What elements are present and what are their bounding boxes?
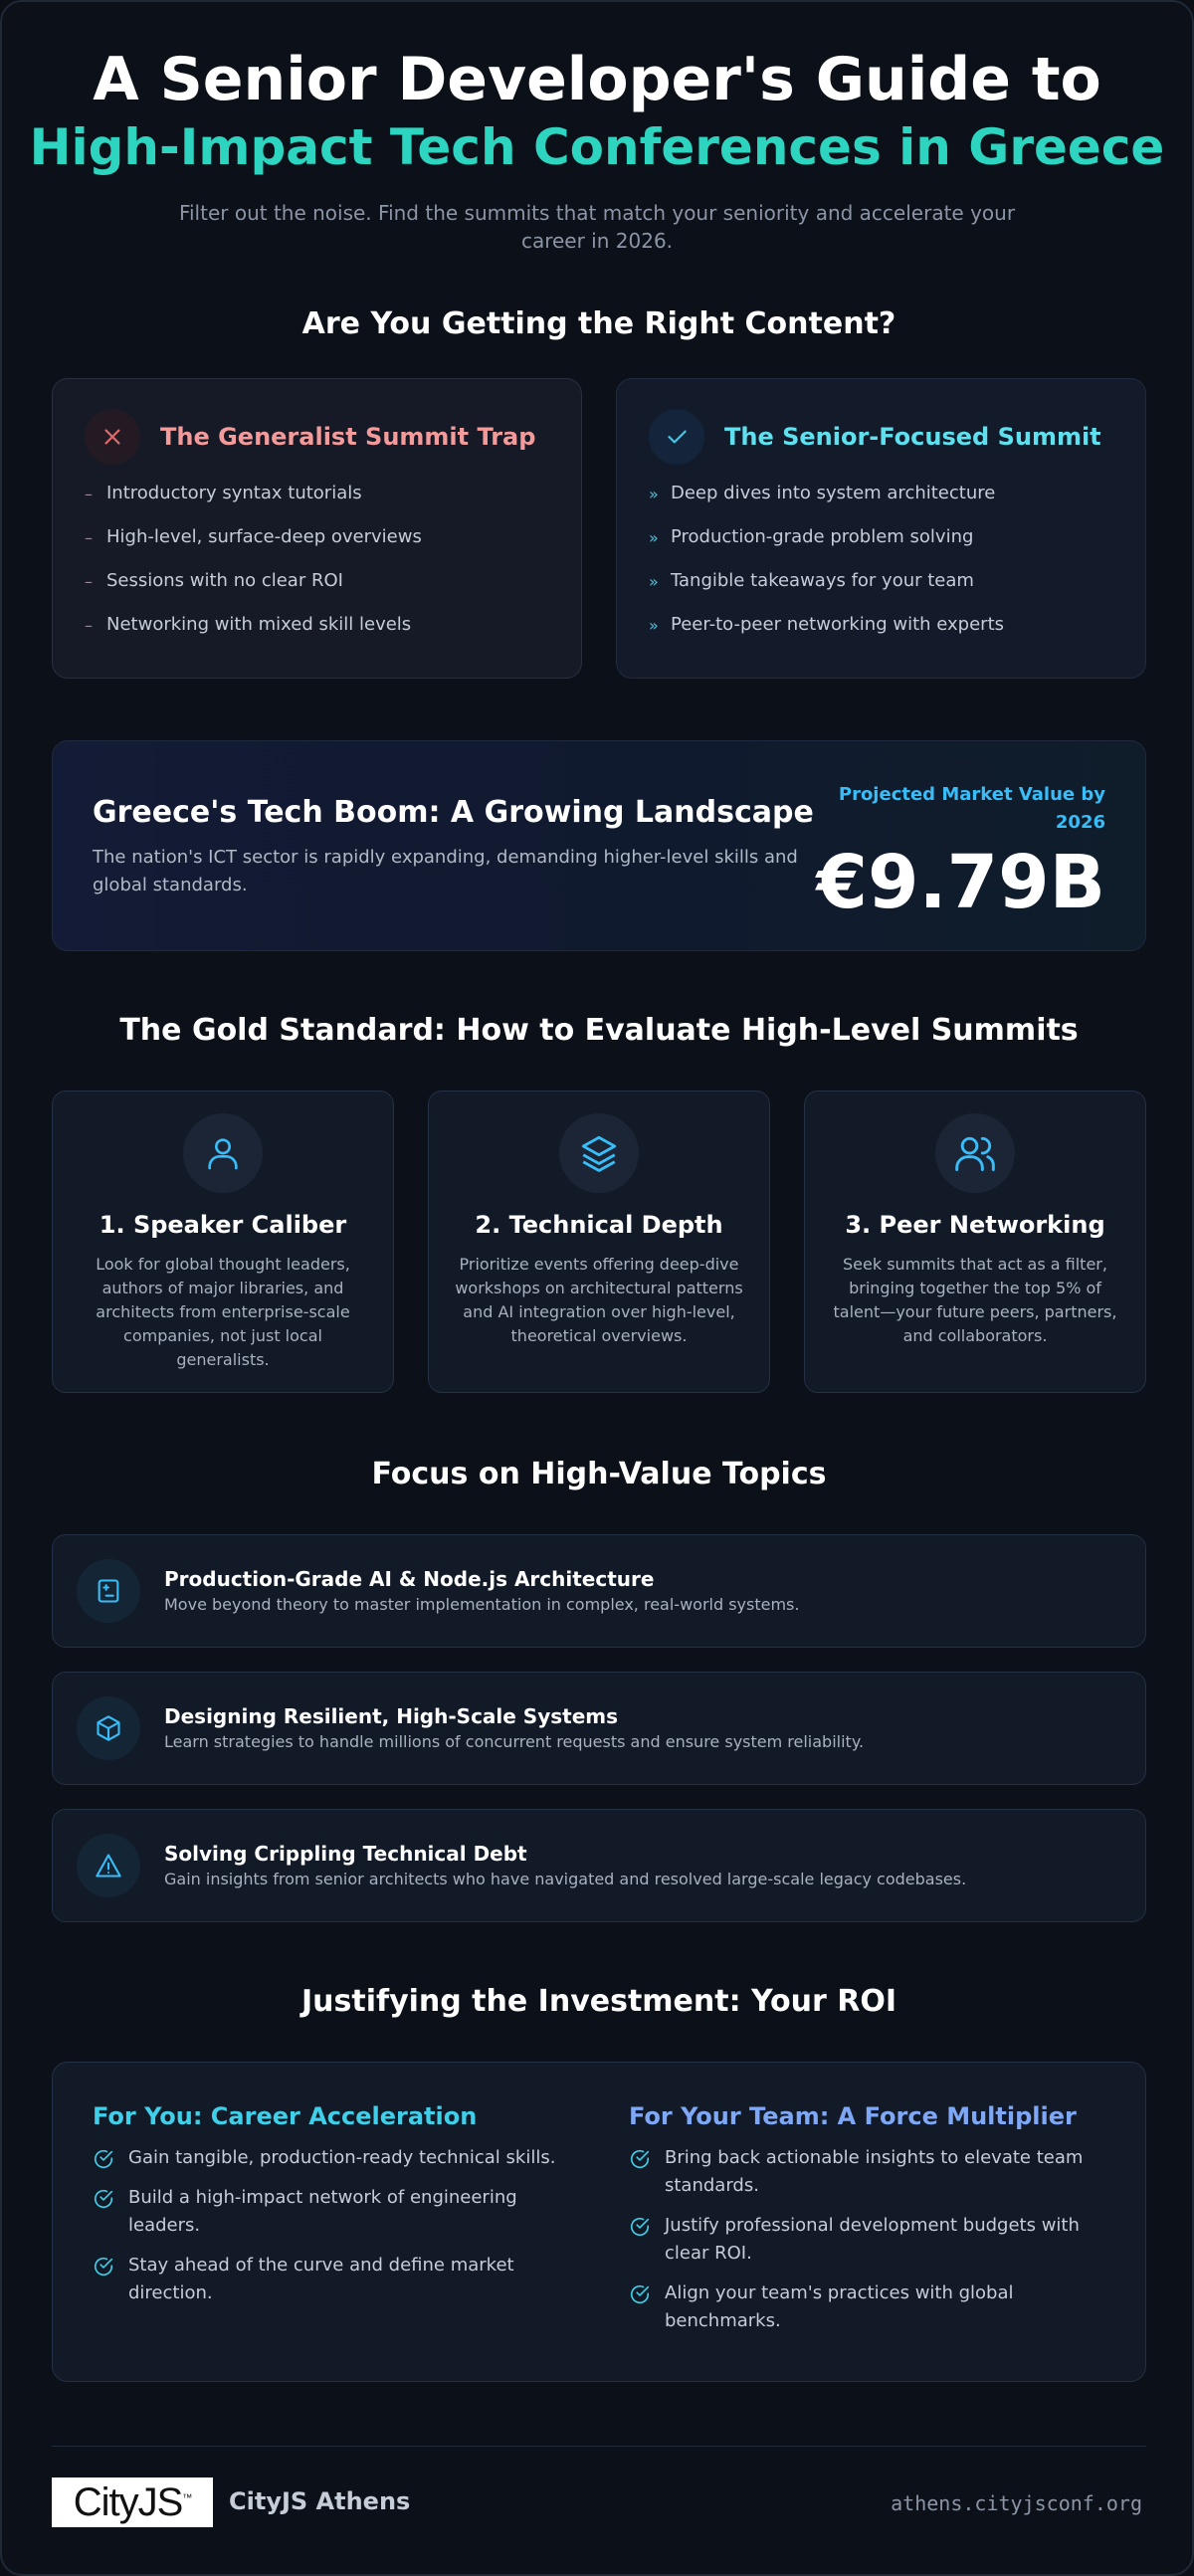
check-circle-icon	[93, 2256, 114, 2278]
criteria-text: Look for global thought leaders, authors of major libraries, and architects from enterprise-scale companies, not just local generalists.	[96, 1255, 350, 1369]
criteria-card	[428, 1090, 770, 1393]
check-circle-icon	[93, 2188, 114, 2210]
senior-card	[616, 378, 1146, 679]
criteria-title: 1. Speaker Caliber	[99, 1211, 347, 1239]
cube-icon	[77, 1696, 140, 1760]
list-item: Gain tangible, production-ready technical skills.	[93, 2144, 569, 2172]
topic-title: Production-Grade AI & Node.js Architecture	[164, 1567, 655, 1591]
topic-title: Designing Resilient, High-Scale Systems	[164, 1704, 619, 1728]
user-icon	[183, 1113, 263, 1193]
list-item: » Deep dives into system architecture	[649, 483, 996, 503]
topic-text: Learn strategies to handle millions of concurrent requests and ensure system reliability.	[164, 1732, 865, 1751]
gold-standard-cards	[52, 1090, 1146, 1393]
topic-text: Move beyond theory to master implementation in complex, real-world systems.	[164, 1595, 800, 1614]
criteria-card	[52, 1090, 394, 1393]
list-item: Justify professional development budgets with clear ROI.	[629, 2212, 1105, 2268]
roi-team-title: For Your Team: A Force Multiplier	[629, 2102, 1077, 2130]
senior-card-title: The Senior-Focused Summit	[724, 423, 1101, 451]
warning-icon	[77, 1834, 140, 1897]
layers-icon	[559, 1113, 639, 1193]
criteria-card	[804, 1090, 1146, 1393]
hero-title-line2: High-Impact Tech Conferences in Greece	[29, 118, 1165, 176]
roi-card	[52, 2062, 1146, 2382]
criteria-text: Prioritize events offering deep-dive workshops on architectural patterns and AI integration over high-level, theoretical overviews.	[455, 1255, 743, 1345]
list-item: Stay ahead of the curve and define market direction.	[93, 2252, 569, 2307]
roi-you-title: For You: Career Acceleration	[93, 2102, 478, 2130]
boom-title: Greece's Tech Boom: A Growing Landscape	[93, 795, 814, 830]
server-icon	[77, 1559, 140, 1623]
check-circle-icon	[629, 2148, 651, 2170]
check-circle-icon	[629, 2216, 651, 2238]
list-item: » Production-grade problem solving	[649, 526, 974, 547]
cityjs-logo[interactable]	[52, 2477, 213, 2527]
logo-text: CityJS™	[73, 2479, 192, 2524]
gold-standard-title: The Gold Standard: How to Evaluate High-Level Summits	[119, 1013, 1079, 1048]
generalist-card	[52, 378, 582, 679]
check-circle-icon	[93, 2148, 114, 2170]
topic-title: Solving Crippling Technical Debt	[164, 1842, 527, 1866]
check-icon	[649, 409, 704, 465]
hero-subtitle: Filter out the noise. Find the summits that match your seniority and accelerate your career in 2026.	[178, 201, 1016, 253]
list-item: » Peer-to-peer networking with experts	[649, 614, 1005, 635]
market-value-label: Projected Market Value by 2026	[838, 784, 1105, 833]
topic-text: Gain insights from senior architects who have navigated and resolved large-scale legacy codebases.	[164, 1870, 967, 1888]
roi-title: Justifying the Investment: Your ROI	[301, 1984, 896, 2019]
market-value: €9.79B	[816, 840, 1105, 925]
criteria-text: Seek summits that act as a filter, bringing together the top 5% of talent—your future peers, partners, and collaborators.	[833, 1255, 1117, 1345]
roi-you-column	[93, 2102, 569, 2341]
list-item: – High-level, surface-deep overviews	[85, 526, 422, 547]
users-icon	[935, 1113, 1015, 1193]
hero-title-line1: A Senior Developer's Guide to	[93, 45, 1101, 114]
list-item: Align your team's practices with global benchmarks.	[629, 2279, 1105, 2335]
list-item: – Sessions with no clear ROI	[85, 570, 343, 591]
generalist-card-title: The Generalist Summit Trap	[160, 423, 536, 451]
list-item: – Introductory syntax tutorials	[85, 483, 362, 503]
generalist-list	[85, 483, 549, 658]
criteria-title: 3. Peer Networking	[845, 1211, 1105, 1239]
list-item: Bring back actionable insights to elevate team standards.	[629, 2144, 1105, 2200]
check-circle-icon	[629, 2283, 651, 2305]
content-section-title: Are You Getting the Right Content?	[301, 306, 896, 341]
tech-boom-banner	[52, 740, 1146, 951]
footer-url-link[interactable]: athens.cityjsconf.org	[891, 2491, 1142, 2515]
comparison-cards	[52, 378, 1146, 679]
footer-divider	[52, 2446, 1146, 2447]
list-item: » Tangible takeaways for your team	[649, 570, 974, 591]
x-icon	[85, 409, 140, 465]
roi-team-column	[629, 2102, 1105, 2341]
senior-list	[649, 483, 1113, 658]
topic-card	[52, 1534, 1146, 1648]
list-item: Build a high-impact network of engineering leaders.	[93, 2184, 569, 2240]
list-item: – Networking with mixed skill levels	[85, 614, 412, 635]
criteria-title: 2. Technical Depth	[475, 1211, 723, 1239]
boom-description: The nation's ICT sector is rapidly expanding, demanding higher-level skills and global standards.	[93, 847, 798, 895]
topic-card	[52, 1672, 1146, 1785]
topics-title: Focus on High-Value Topics	[371, 1457, 827, 1491]
hero	[2, 2, 1192, 255]
topic-card	[52, 1809, 1146, 1922]
footer-name: CityJS Athens	[229, 2487, 411, 2515]
